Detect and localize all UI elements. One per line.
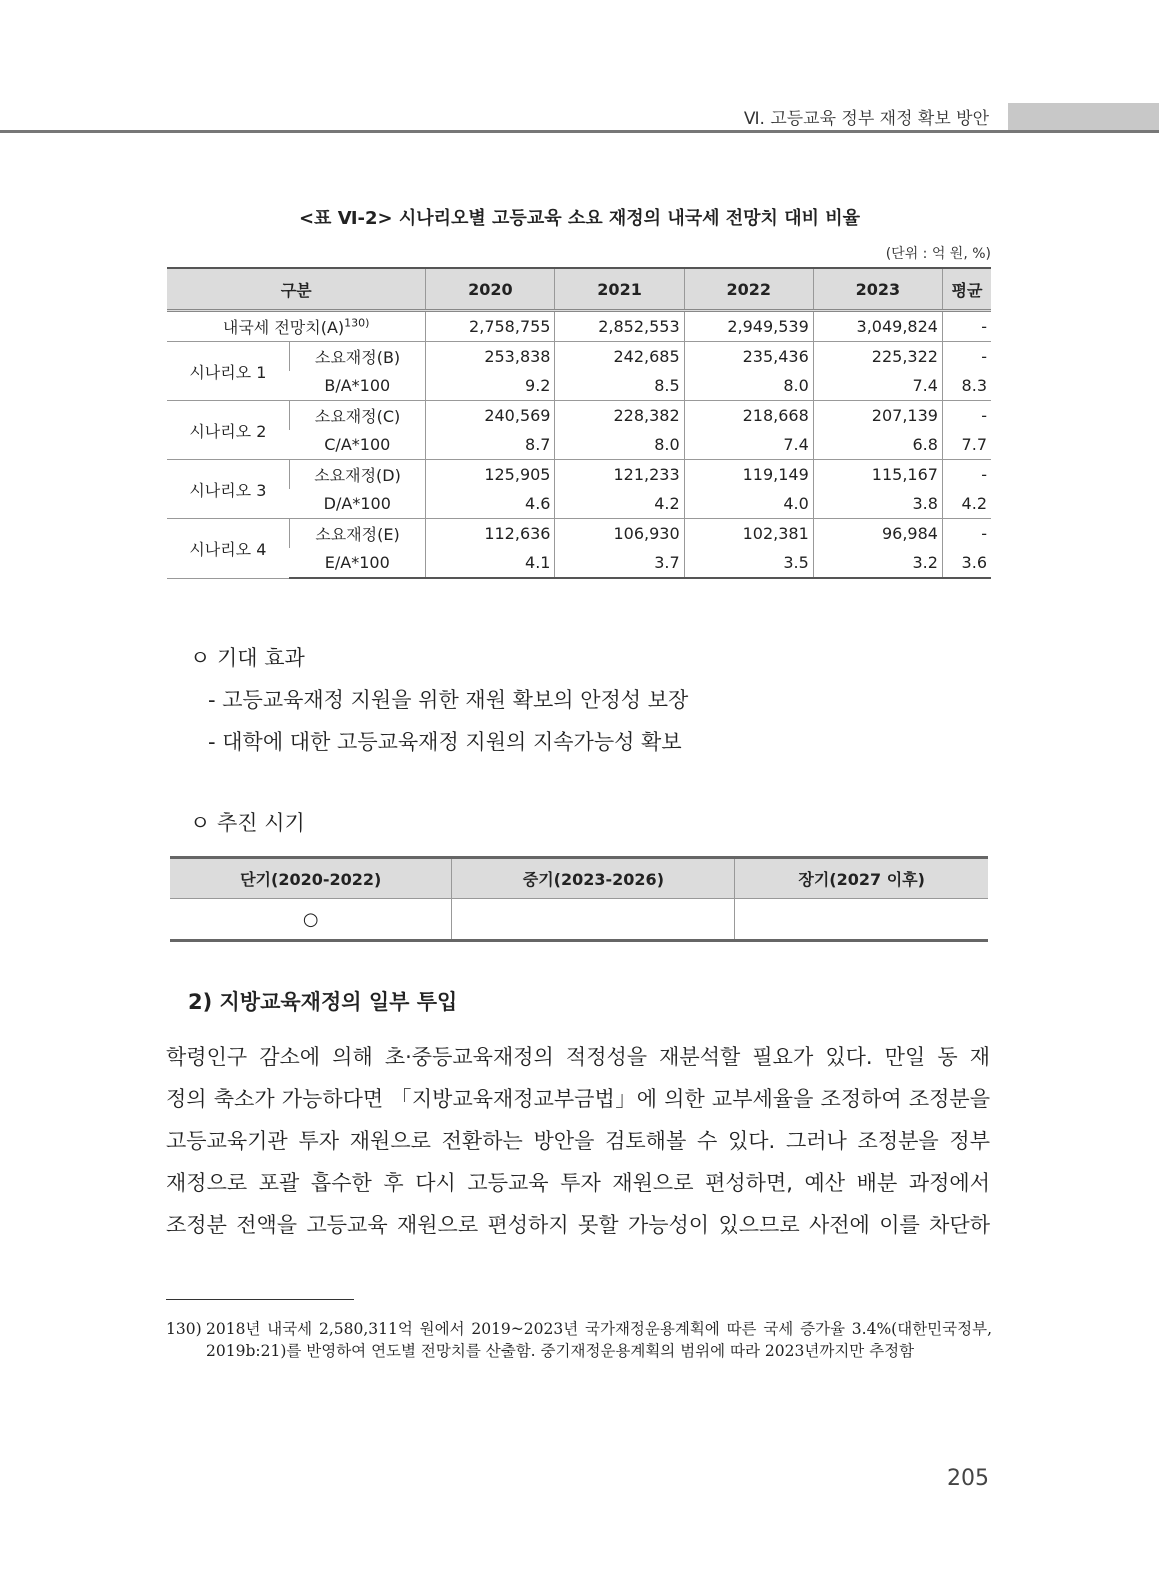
value-cell: 6.8 bbox=[813, 430, 942, 460]
timing-cell: ○ bbox=[170, 899, 452, 941]
metric-label: 소요재정(D) bbox=[289, 460, 426, 490]
value-cell: 3.6 bbox=[942, 548, 991, 578]
effects-heading: ㅇ 기대 효과 bbox=[190, 646, 305, 670]
table-row bbox=[167, 489, 991, 519]
value-cell: 96,984 bbox=[813, 519, 942, 549]
scenario-label: 시나리오 1 bbox=[167, 342, 289, 401]
effects-item: - 고등교육재정 지원을 위한 재원 확보의 안정성 보장 bbox=[208, 688, 689, 712]
value-cell: 225,322 bbox=[813, 342, 942, 372]
table-row bbox=[167, 519, 991, 549]
timing-table bbox=[170, 856, 988, 942]
column-header: 2023 bbox=[813, 268, 942, 311]
metric-label: E/A*100 bbox=[289, 548, 426, 578]
section-title: 2) 지방교육재정의 일부 투입 bbox=[188, 990, 458, 1014]
value-cell: 8.0 bbox=[684, 371, 813, 401]
effects-item: - 대학에 대한 고등교육재정 지원의 지속가능성 확보 bbox=[208, 730, 682, 754]
scenario-ratio-table bbox=[167, 267, 991, 579]
paragraph-line: 정의 축소가 가능하다면 「지방교육재정교부금법」에 의한 교부세율을 조정하여 조정분을 bbox=[166, 1087, 990, 1111]
value-cell: 207,139 bbox=[813, 401, 942, 431]
footnote bbox=[166, 1318, 992, 1362]
column-header: 장기(2027 이후) bbox=[735, 858, 988, 899]
value-cell: 4.2 bbox=[555, 489, 684, 519]
value-cell: 8.3 bbox=[942, 371, 991, 401]
value-cell: 8.5 bbox=[555, 371, 684, 401]
column-header: 2020 bbox=[426, 268, 555, 311]
value-cell: 7.7 bbox=[942, 430, 991, 460]
value-cell: 4.6 bbox=[426, 489, 555, 519]
paragraph-line: 고등교육기관 투자 재원으로 전환하는 방안을 검토해볼 수 있다. 그러나 조정분을 정부 bbox=[166, 1129, 990, 1153]
timing-cell bbox=[452, 899, 735, 941]
table-row bbox=[167, 401, 991, 431]
paragraph-line: 조정분 전액을 고등교육 재원으로 편성하지 못할 가능성이 있으므로 사전에 이를 차단하 bbox=[166, 1213, 990, 1237]
column-header: 구분 bbox=[167, 268, 426, 311]
value-cell: 125,905 bbox=[426, 460, 555, 490]
value-cell: 253,838 bbox=[426, 342, 555, 372]
header-tab-decoration bbox=[1008, 103, 1159, 131]
value-cell: 3,049,824 bbox=[813, 311, 942, 342]
value-cell: 115,167 bbox=[813, 460, 942, 490]
header-rule bbox=[0, 130, 1159, 133]
value-cell: - bbox=[942, 460, 991, 490]
metric-label: 소요재정(E) bbox=[289, 519, 426, 549]
row-label bbox=[167, 311, 426, 342]
metric-label: D/A*100 bbox=[323, 494, 391, 513]
value-cell: 119,149 bbox=[684, 460, 813, 490]
paragraph-line: 재정으로 포괄 흡수한 후 다시 고등교육 투자 재원으로 편성하면, 예산 배분 과정에서 bbox=[166, 1171, 990, 1195]
table-row bbox=[167, 548, 991, 578]
value-cell: 235,436 bbox=[684, 342, 813, 372]
value-cell: 242,685 bbox=[555, 342, 684, 372]
column-header: 2021 bbox=[555, 268, 684, 311]
value-cell: 106,930 bbox=[555, 519, 684, 549]
value-cell: 2,852,553 bbox=[555, 311, 684, 342]
footnote-rule bbox=[166, 1299, 354, 1300]
timing-heading: ㅇ 추진 시기 bbox=[190, 811, 305, 835]
footnote-number: 130) bbox=[166, 1320, 202, 1338]
table-row bbox=[167, 430, 991, 460]
table-row bbox=[167, 342, 991, 372]
value-cell: 3.2 bbox=[813, 548, 942, 578]
row-label-text: 내국세 전망치(A) bbox=[222, 318, 345, 337]
paragraph-line: 학령인구 감소에 의해 초·중등교육재정의 적정성을 재분석할 필요가 있다. 만일 동 재 bbox=[166, 1045, 990, 1069]
value-cell: 7.4 bbox=[813, 371, 942, 401]
value-cell: 8.7 bbox=[426, 430, 555, 460]
value-cell: 218,668 bbox=[684, 401, 813, 431]
value-cell: - bbox=[942, 401, 991, 431]
scenario-label: 시나리오 4 bbox=[167, 519, 289, 579]
value-cell: - bbox=[942, 311, 991, 342]
table-row bbox=[167, 460, 991, 490]
value-cell: 7.4 bbox=[684, 430, 813, 460]
value-cell: 3.8 bbox=[813, 489, 942, 519]
metric-label: B/A*100 bbox=[324, 376, 391, 395]
column-header: 중기(2023-2026) bbox=[452, 858, 735, 899]
value-cell: 240,569 bbox=[426, 401, 555, 431]
column-header: 평균 bbox=[942, 268, 991, 311]
table-unit: (단위 : 억 원, %) bbox=[885, 246, 991, 262]
scenario-label: 시나리오 2 bbox=[167, 401, 289, 460]
value-cell: 2,949,539 bbox=[684, 311, 813, 342]
timing-cell bbox=[735, 899, 988, 941]
value-cell: - bbox=[942, 519, 991, 549]
metric-label: 소요재정(C) bbox=[289, 401, 426, 431]
value-cell: 102,381 bbox=[684, 519, 813, 549]
value-cell: 3.5 bbox=[684, 548, 813, 578]
column-header: 2022 bbox=[684, 268, 813, 311]
value-cell: 4.1 bbox=[426, 548, 555, 578]
value-cell: - bbox=[942, 342, 991, 372]
body-paragraph bbox=[166, 1036, 990, 1246]
value-cell: 121,233 bbox=[555, 460, 684, 490]
metric-label: C/A*100 bbox=[324, 435, 391, 454]
value-cell: 4.0 bbox=[684, 489, 813, 519]
scenario-label: 시나리오 3 bbox=[167, 460, 289, 519]
value-cell: 228,382 bbox=[555, 401, 684, 431]
footnote-text: 2018년 내국세 2,580,311억 원에서 2019~2023년 국가재정운용계획에 따른 국세 증가율 3.4%(대한민국정부, 2019b:21)를 반영하여 연도별 전망치를 산출함. 중기재정운용계획의 범위에 따라 2023년까지만 추정함 bbox=[206, 1320, 992, 1360]
value-cell: 4.2 bbox=[942, 489, 991, 519]
value-cell: 2,758,755 bbox=[426, 311, 555, 342]
value-cell: 8.0 bbox=[555, 430, 684, 460]
page-number: 205 bbox=[947, 1466, 989, 1491]
column-header: 단기(2020-2022) bbox=[170, 858, 452, 899]
table-caption: <표 Ⅵ-2> 시나리오별 고등교육 소요 재정의 내국세 전망치 대비 비율 bbox=[298, 208, 861, 229]
footnote-ref: 130) bbox=[344, 316, 370, 330]
chapter-header: Ⅵ. 고등교육 정부 재정 확보 방안 bbox=[743, 109, 989, 129]
metric-label: 소요재정(B) bbox=[289, 342, 426, 372]
table-row bbox=[167, 371, 991, 401]
value-cell: 112,636 bbox=[426, 519, 555, 549]
table-row bbox=[167, 311, 991, 342]
value-cell: 3.7 bbox=[555, 548, 684, 578]
value-cell: 9.2 bbox=[426, 371, 555, 401]
